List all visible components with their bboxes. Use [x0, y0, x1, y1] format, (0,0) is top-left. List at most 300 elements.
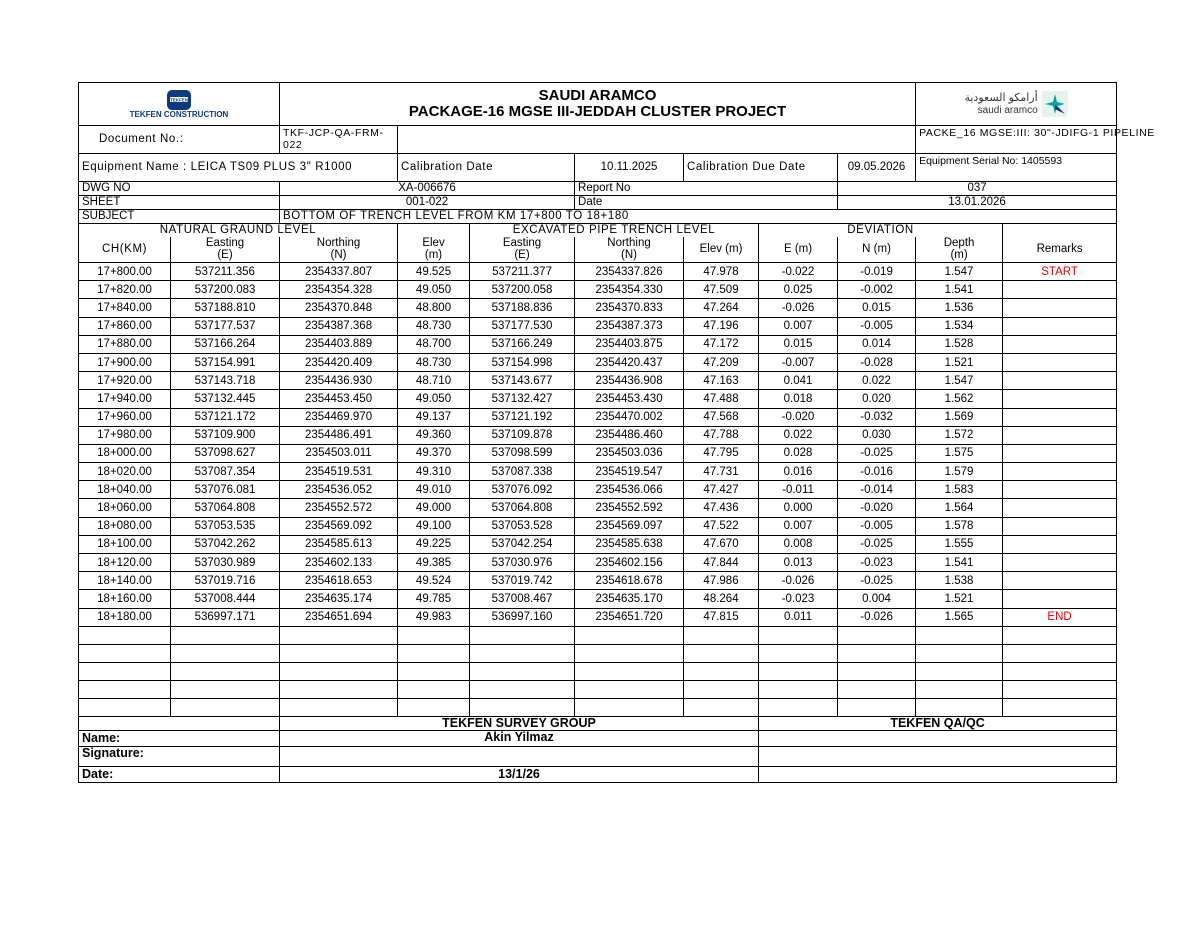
equipment-name: Equipment Name : LEICA TS09 PLUS 3" R1000 — [79, 154, 398, 182]
table-cell: 1.555 — [916, 535, 1003, 553]
table-row — [79, 444, 1117, 462]
table-cell: 49.785 — [398, 590, 470, 608]
group-spacer — [398, 224, 470, 237]
table-cell: -0.028 — [838, 353, 916, 371]
table-row — [79, 263, 1117, 281]
table-cell: 1.562 — [916, 390, 1003, 408]
table-cell — [1003, 408, 1117, 426]
table-cell: -0.023 — [838, 554, 916, 572]
aramco-latin: saudi aramco — [977, 104, 1038, 116]
col-ch: CH(KM) — [79, 237, 171, 263]
name-value: Akin Yilmaz — [280, 730, 759, 746]
table-cell: 2354602.133 — [280, 554, 398, 572]
table-cell: 2354337.826 — [575, 263, 684, 281]
table-cell: 49.050 — [398, 281, 470, 299]
table-cell: 49.525 — [398, 263, 470, 281]
doc-blank — [398, 126, 916, 154]
natural-ground-header: NATURAL GRAUND LEVEL — [79, 224, 398, 237]
table-cell: 0.015 — [838, 299, 916, 317]
table-cell: 0.014 — [838, 335, 916, 353]
table-cell: 537030.989 — [171, 554, 280, 572]
table-cell: 2354436.908 — [575, 372, 684, 390]
title-line2: PACKAGE-16 MGSE III-JEDDAH CLUSTER PROJECT — [408, 103, 787, 120]
footer-date-label: Date: — [79, 766, 280, 782]
table-cell: 17+900.00 — [79, 353, 171, 371]
table-cell: 0.018 — [759, 390, 838, 408]
aramco-arabic: أرامكو السعودية — [964, 92, 1038, 105]
col-remarks: Remarks — [1003, 237, 1117, 263]
table-cell: 47.731 — [684, 463, 759, 481]
group-header-row — [79, 224, 1117, 237]
table-cell: 0.022 — [759, 426, 838, 444]
table-cell: 2354552.592 — [575, 499, 684, 517]
table-cell: 17+880.00 — [79, 335, 171, 353]
table-cell: 2354354.330 — [575, 281, 684, 299]
table-cell: 2354420.437 — [575, 353, 684, 371]
table-cell: 0.041 — [759, 372, 838, 390]
table-cell: 2354552.572 — [280, 499, 398, 517]
report-value: 037 — [838, 182, 1117, 196]
table-cell: 2354403.875 — [575, 335, 684, 353]
table-cell: 537008.467 — [470, 590, 575, 608]
table-cell: 47.427 — [684, 481, 759, 499]
table-cell: 17+840.00 — [79, 299, 171, 317]
table-cell — [1003, 353, 1117, 371]
table-cell: 537177.530 — [470, 317, 575, 335]
table-cell: 537200.083 — [171, 281, 280, 299]
col-elev-ngl: Elev (m) — [398, 237, 470, 263]
table-cell: 537008.444 — [171, 590, 280, 608]
table-cell: 48.800 — [398, 299, 470, 317]
equipment-serial: Equipment Serial No: 1405593 — [916, 154, 1117, 182]
table-cell: 537154.991 — [171, 353, 280, 371]
table-row — [79, 390, 1117, 408]
table-cell: -0.014 — [838, 481, 916, 499]
table-cell: 2354503.011 — [280, 444, 398, 462]
table-cell: 537030.976 — [470, 554, 575, 572]
table-row — [79, 608, 1117, 626]
table-row — [79, 299, 1117, 317]
table-cell: 2354635.170 — [575, 590, 684, 608]
table-cell: 2354602.156 — [575, 554, 684, 572]
table-cell: 2354486.491 — [280, 426, 398, 444]
table-cell: -0.007 — [759, 353, 838, 371]
table-cell: 2354519.531 — [280, 463, 398, 481]
table-row — [79, 426, 1117, 444]
table-cell: 2354453.430 — [575, 390, 684, 408]
col-depth: Depth (m) — [916, 237, 1003, 263]
table-cell: 0.025 — [759, 281, 838, 299]
table-cell: 49.524 — [398, 572, 470, 590]
table-cell: 49.010 — [398, 481, 470, 499]
doc-no-value: TKF-JCP-QA-FRM-022 — [280, 126, 398, 154]
table-cell: 0.000 — [759, 499, 838, 517]
pipeline-label: PACKE_16 MGSE:III: 30"-JDIFG-1 PIPELINE — [916, 126, 1117, 154]
col-easting-ept: Easting (E) — [470, 237, 575, 263]
dwg-label: DWG NO — [79, 182, 280, 196]
table-cell: 537053.535 — [171, 517, 280, 535]
dwg-row — [79, 182, 1117, 196]
table-cell: 537121.192 — [470, 408, 575, 426]
table-cell — [1003, 463, 1117, 481]
table-cell: 47.509 — [684, 281, 759, 299]
table-cell: 536997.171 — [171, 608, 280, 626]
col-elev-ept: Elev (m) — [684, 237, 759, 263]
calibration-due: 09.05.2026 — [838, 154, 916, 182]
table-row — [79, 535, 1117, 553]
table-cell: -0.025 — [838, 444, 916, 462]
table-cell: 49.360 — [398, 426, 470, 444]
table-cell — [1003, 499, 1117, 517]
table-cell: 48.730 — [398, 317, 470, 335]
table-cell: 2354536.052 — [280, 481, 398, 499]
table-row — [79, 353, 1117, 371]
table-cell — [1003, 590, 1117, 608]
tekfen-emblem-icon — [159, 89, 199, 111]
table-cell: 47.788 — [684, 426, 759, 444]
table-cell: 537211.356 — [171, 263, 280, 281]
col-northing-ngl: Northing (N) — [280, 237, 398, 263]
table-row — [79, 499, 1117, 517]
table-cell: 2354569.092 — [280, 517, 398, 535]
table-cell: 47.670 — [684, 535, 759, 553]
table-cell: 537132.427 — [470, 390, 575, 408]
table-row — [79, 281, 1117, 299]
table-cell: 537076.081 — [171, 481, 280, 499]
signature-label: Signature: — [79, 746, 280, 766]
table-cell: 2354585.613 — [280, 535, 398, 553]
group-spacer — [1003, 224, 1117, 237]
table-cell: -0.026 — [759, 572, 838, 590]
table-cell: 0.022 — [838, 372, 916, 390]
table-cell: END — [1003, 608, 1117, 626]
table-cell: 18+080.00 — [79, 517, 171, 535]
table-cell: 2354436.930 — [280, 372, 398, 390]
table-cell: 0.020 — [838, 390, 916, 408]
dwg-value: XA-006676 — [280, 182, 575, 196]
table-cell: 2354585.638 — [575, 535, 684, 553]
table-cell: 537087.338 — [470, 463, 575, 481]
table-cell — [1003, 444, 1117, 462]
table-cell: 2354651.694 — [280, 608, 398, 626]
table-cell: 1.579 — [916, 463, 1003, 481]
table-cell: 49.310 — [398, 463, 470, 481]
table-cell: 2354370.833 — [575, 299, 684, 317]
footer-name-row — [79, 730, 1117, 746]
table-cell: 2354453.450 — [280, 390, 398, 408]
table-cell: 47.172 — [684, 335, 759, 353]
table-cell: 2354651.720 — [575, 608, 684, 626]
table-cell: 537098.599 — [470, 444, 575, 462]
table-cell: 537177.537 — [171, 317, 280, 335]
title-line1: SAUDI ARAMCO — [538, 87, 657, 105]
table-cell: 2354503.036 — [575, 444, 684, 462]
table-cell: 47.815 — [684, 608, 759, 626]
table-cell: -0.022 — [759, 263, 838, 281]
empty-row — [79, 680, 1117, 698]
table-cell: 537076.092 — [470, 481, 575, 499]
table-cell: 537143.718 — [171, 372, 280, 390]
table-cell: -0.005 — [838, 317, 916, 335]
table-cell: 17+960.00 — [79, 408, 171, 426]
table-cell: 1.565 — [916, 608, 1003, 626]
table-cell: 537188.810 — [171, 299, 280, 317]
table-cell: 1.541 — [916, 554, 1003, 572]
signature-box — [280, 746, 759, 766]
table-row — [79, 408, 1117, 426]
table-cell: 2354337.807 — [280, 263, 398, 281]
table-cell: 0.015 — [759, 335, 838, 353]
table-cell: 1.534 — [916, 317, 1003, 335]
calibration-date: 10.11.2025 — [575, 154, 684, 182]
deviation-header: DEVIATION — [759, 224, 1003, 237]
table-cell: 2354354.328 — [280, 281, 398, 299]
table-row — [79, 590, 1117, 608]
table-cell: -0.020 — [838, 499, 916, 517]
table-cell: 2354370.848 — [280, 299, 398, 317]
title-row — [79, 83, 1117, 126]
table-cell: -0.026 — [759, 299, 838, 317]
table-cell: 49.225 — [398, 535, 470, 553]
page-title — [280, 83, 916, 126]
qaqc-date-box — [759, 766, 1117, 782]
subject-row — [79, 210, 1117, 224]
footer-header-row — [79, 716, 1117, 730]
document-row — [79, 126, 1117, 154]
table-row — [79, 572, 1117, 590]
col-northing-ept: Northing (N) — [575, 237, 684, 263]
table-cell: 537064.808 — [470, 499, 575, 517]
table-cell: 48.730 — [398, 353, 470, 371]
sheet-row — [79, 196, 1117, 210]
footer-blank — [79, 716, 280, 730]
table-cell: 537132.445 — [171, 390, 280, 408]
table-cell: -0.025 — [838, 535, 916, 553]
table-cell: 17+980.00 — [79, 426, 171, 444]
table-cell — [1003, 517, 1117, 535]
table-cell: 18+040.00 — [79, 481, 171, 499]
table-cell: 2354486.460 — [575, 426, 684, 444]
excavated-header: EXCAVATED PIPE TRENCH LEVEL — [470, 224, 759, 237]
table-cell: -0.026 — [838, 608, 916, 626]
table-cell: 48.700 — [398, 335, 470, 353]
table-cell: 47.436 — [684, 499, 759, 517]
table-row — [79, 517, 1117, 535]
table-cell: 1.538 — [916, 572, 1003, 590]
report-label: Report No — [575, 182, 838, 196]
table-cell — [1003, 281, 1117, 299]
empty-row — [79, 698, 1117, 716]
table-cell: 47.209 — [684, 353, 759, 371]
table-cell: -0.005 — [838, 517, 916, 535]
table-cell: 18+160.00 — [79, 590, 171, 608]
table-cell: 18+060.00 — [79, 499, 171, 517]
table-cell: 537109.900 — [171, 426, 280, 444]
empty-row — [79, 662, 1117, 680]
date-label: Date — [575, 196, 838, 210]
table-cell: 1.578 — [916, 517, 1003, 535]
table-cell: 536997.160 — [470, 608, 575, 626]
table-cell: 2354536.066 — [575, 481, 684, 499]
table-cell: 1.536 — [916, 299, 1003, 317]
table-cell: 47.522 — [684, 517, 759, 535]
table-cell: 49.137 — [398, 408, 470, 426]
table-cell: 0.011 — [759, 608, 838, 626]
table-cell: 537188.836 — [470, 299, 575, 317]
empty-row — [79, 626, 1117, 644]
table-cell: 2354618.653 — [280, 572, 398, 590]
table-cell: 537019.742 — [470, 572, 575, 590]
table-cell: 1.547 — [916, 372, 1003, 390]
table-cell: 537200.058 — [470, 281, 575, 299]
table-row — [79, 463, 1117, 481]
table-cell: 17+940.00 — [79, 390, 171, 408]
table-cell: 537211.377 — [470, 263, 575, 281]
table-cell: 48.710 — [398, 372, 470, 390]
table-cell: 537121.172 — [171, 408, 280, 426]
tekfen-logo — [79, 83, 280, 126]
table-cell: 537154.998 — [470, 353, 575, 371]
table-cell: 537042.262 — [171, 535, 280, 553]
table-cell: -0.019 — [838, 263, 916, 281]
table-cell: 2354469.970 — [280, 408, 398, 426]
table-cell: 18+020.00 — [79, 463, 171, 481]
table-cell: 2354470.002 — [575, 408, 684, 426]
table-cell: 48.264 — [684, 590, 759, 608]
table-cell: 47.196 — [684, 317, 759, 335]
table-cell — [1003, 390, 1117, 408]
table-cell: 2354618.678 — [575, 572, 684, 590]
table-cell: -0.032 — [838, 408, 916, 426]
table-cell: 49.983 — [398, 608, 470, 626]
aramco-star-icon — [1042, 91, 1068, 117]
table-cell: 47.844 — [684, 554, 759, 572]
tekfen-logo-text: TEKFEN CONSTRUCTION — [129, 109, 229, 119]
table-cell: 18+000.00 — [79, 444, 171, 462]
table-cell: 17+800.00 — [79, 263, 171, 281]
qaqc-label: TEKFEN QA/QC — [759, 716, 1117, 730]
aramco-logo — [916, 83, 1117, 126]
table-cell: 2354569.097 — [575, 517, 684, 535]
footer-signature-row — [79, 746, 1117, 766]
table-cell: 49.000 — [398, 499, 470, 517]
table-row — [79, 335, 1117, 353]
table-cell: 2354519.547 — [575, 463, 684, 481]
calibration-due-label: Calibration Due Date — [684, 154, 838, 182]
table-cell: 18+120.00 — [79, 554, 171, 572]
table-cell: 537019.716 — [171, 572, 280, 590]
table-cell: 47.978 — [684, 263, 759, 281]
table-cell: 0.030 — [838, 426, 916, 444]
name-label: Name: — [79, 730, 280, 746]
table-cell: 18+180.00 — [79, 608, 171, 626]
subject-value: BOTTOM OF TRENCH LEVEL FROM KM 17+800 TO 18+180 — [280, 210, 1117, 224]
table-cell: 2354635.174 — [280, 590, 398, 608]
table-cell: 537109.878 — [470, 426, 575, 444]
table-cell: 0.007 — [759, 317, 838, 335]
table-cell: -0.023 — [759, 590, 838, 608]
doc-no-label: Document No.: — [79, 126, 280, 154]
table-cell: 537053.528 — [470, 517, 575, 535]
table-cell: 1.575 — [916, 444, 1003, 462]
equipment-row — [79, 154, 1117, 182]
table-cell: 18+140.00 — [79, 572, 171, 590]
column-header-row — [79, 237, 1117, 263]
table-cell — [1003, 426, 1117, 444]
table-cell: 1.541 — [916, 281, 1003, 299]
table-cell: -0.020 — [759, 408, 838, 426]
table-cell — [1003, 299, 1117, 317]
qaqc-signature-box — [759, 746, 1117, 766]
table-cell: -0.016 — [838, 463, 916, 481]
table-cell: 49.385 — [398, 554, 470, 572]
table-cell: 1.564 — [916, 499, 1003, 517]
footer-date-value: 13/1/26 — [280, 766, 759, 782]
table-cell: 2354403.889 — [280, 335, 398, 353]
table-cell: 47.488 — [684, 390, 759, 408]
svg-text:TEKFEN: TEKFEN — [170, 97, 188, 103]
table-cell — [1003, 317, 1117, 335]
sheet-value: 001-022 — [280, 196, 575, 210]
table-cell: 0.016 — [759, 463, 838, 481]
table-cell: 0.004 — [838, 590, 916, 608]
table-cell: 2354387.368 — [280, 317, 398, 335]
table-cell: 47.986 — [684, 572, 759, 590]
table-cell: 537042.254 — [470, 535, 575, 553]
table-cell: 1.547 — [916, 263, 1003, 281]
table-cell: 1.583 — [916, 481, 1003, 499]
table-cell: 17+860.00 — [79, 317, 171, 335]
table-cell: 18+100.00 — [79, 535, 171, 553]
table-cell — [1003, 572, 1117, 590]
table-cell: 537143.677 — [470, 372, 575, 390]
table-cell: 0.013 — [759, 554, 838, 572]
table-cell: 2354387.373 — [575, 317, 684, 335]
table-cell: 537166.249 — [470, 335, 575, 353]
col-dev-n: N (m) — [838, 237, 916, 263]
sheet-label: SHEET — [79, 196, 280, 210]
table-cell — [1003, 535, 1117, 553]
table-cell: 537087.354 — [171, 463, 280, 481]
table-cell: 1.572 — [916, 426, 1003, 444]
table-cell: 47.568 — [684, 408, 759, 426]
table-cell: 0.028 — [759, 444, 838, 462]
calibration-date-label: Calibration Date — [398, 154, 575, 182]
table-cell: 47.163 — [684, 372, 759, 390]
table-row — [79, 372, 1117, 390]
survey-group-label: TEKFEN SURVEY GROUP — [280, 716, 759, 730]
table-cell: 1.528 — [916, 335, 1003, 353]
table-cell: 0.007 — [759, 517, 838, 535]
table-cell: 537098.627 — [171, 444, 280, 462]
table-cell: 49.370 — [398, 444, 470, 462]
table-cell — [1003, 554, 1117, 572]
table-cell: -0.025 — [838, 572, 916, 590]
survey-sheet — [78, 82, 1155, 783]
table-cell: 49.050 — [398, 390, 470, 408]
table-cell: 17+920.00 — [79, 372, 171, 390]
empty-row — [79, 644, 1117, 662]
table-cell: 49.100 — [398, 517, 470, 535]
footer-date-row — [79, 766, 1117, 782]
table-cell: 537064.808 — [171, 499, 280, 517]
table-row — [79, 554, 1117, 572]
table-cell: 1.521 — [916, 353, 1003, 371]
table-cell — [1003, 481, 1117, 499]
subject-label: SUBJECT — [79, 210, 280, 224]
table-cell: 47.264 — [684, 299, 759, 317]
table-cell: -0.011 — [759, 481, 838, 499]
